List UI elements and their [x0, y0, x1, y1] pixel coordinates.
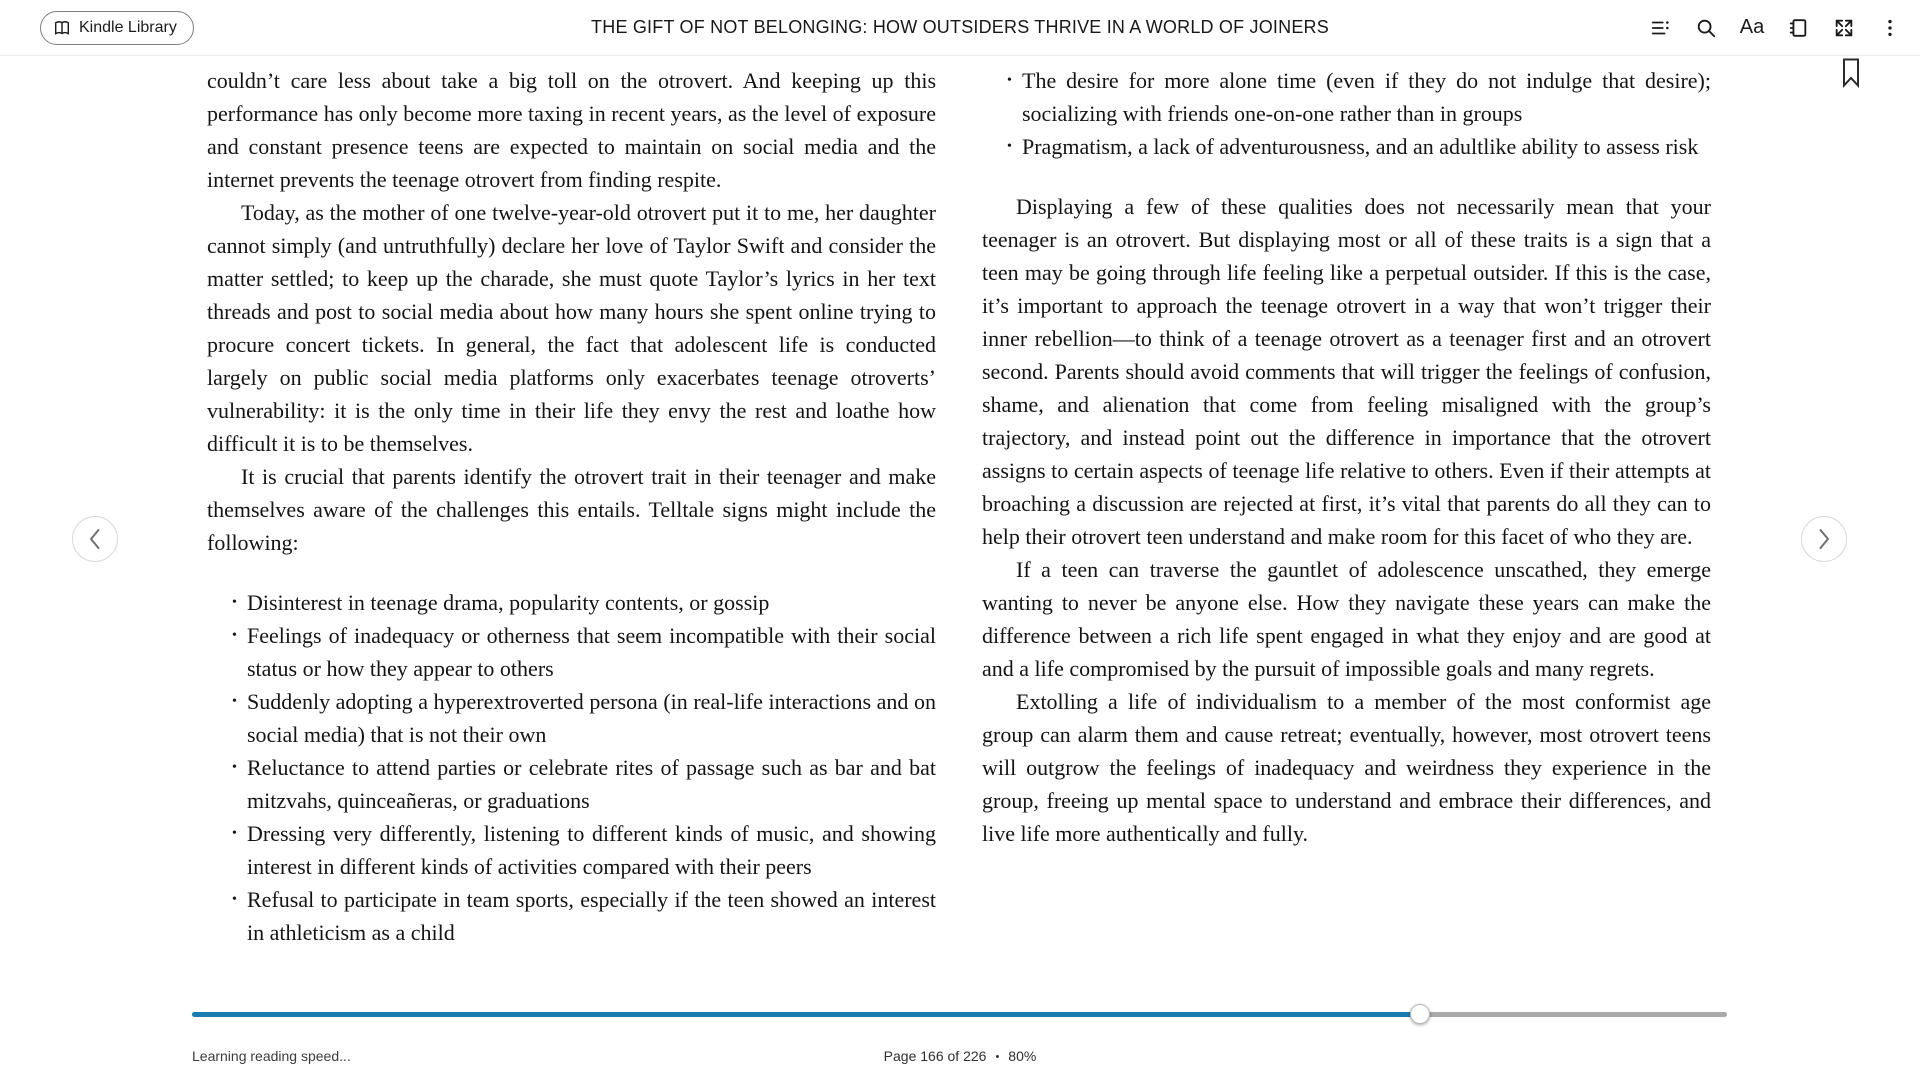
bullet-item: • The desire for more alone time (even if they do not indulge that desire); socializing with friends one-on-one rather than in groups [1022, 64, 1711, 130]
paragraph: If a teen can traverse the gauntlet of adolescence unscathed, they emerge wanting to never be anyone else. How they navigate these years can make the difference between a rich life spent engaged in what they enjoy and are good at and a life compromised by the pursuit of impossible goals and many regrets. [982, 557, 1711, 681]
bullet-item: • Reluctance to attend parties or celebrate rites of passage such as bar and bat mitzvahs, quinceañeras, or graduations [247, 751, 936, 817]
paragraph: Extolling a life of individualism to a member of the most conformist age group can alarm them and cause retreat; eventually, however, most otrovert teens will outgrow the feelings of inadequacy and weirdness they experience in the group, freeing up mental space to understand and embrace their differences, and live life more authentically and fully. [982, 689, 1711, 846]
page-info [0, 1048, 1920, 1064]
chevron-right-icon [1818, 528, 1830, 550]
percent-label: 80% [1008, 1048, 1037, 1064]
page-number-label: Page 166 of 226 [883, 1048, 987, 1064]
left-column-bullet-list [207, 586, 936, 949]
kindle-library-label: Kindle Library [79, 18, 177, 36]
separator-dot: • [995, 1051, 1000, 1063]
overflow-menu-icon[interactable] [1878, 16, 1902, 40]
bullet-item: • Pragmatism, a lack of adventurousness, and an adultlike ability to assess risk [1022, 130, 1711, 163]
fullscreen-icon[interactable] [1832, 16, 1856, 40]
paragraph: Displaying a few of these qualities does not necessarily mean that your teenager is an otrovert. But displaying most or all of these traits is a sign that a teen may be going through life feeling like a perpetual outsider. If this is the case, it’s important to approach the teenage otrovert in a way that won’t trigger their inner rebellion—to think of a teenage otrovert as a teenager first and an otrovert second. Parents should avoid comments that will trigger the feelings of confusion, shame, and alienation that come from feeling misaligned with the group’s trajectory, and instead point out the difference in importance that the otrovert assigns to certain aspects of teenage life relative to others. Even if their attempts at broaching a discussion are rejected at first, it’s vital that parents do all they can to help their otrovert teen understand and make room for this facet of who they are. [982, 194, 1711, 549]
left-page-column [207, 64, 936, 949]
left-column-paragraphs [207, 64, 936, 559]
progress-fill [192, 1012, 1420, 1017]
chevron-left-icon [89, 528, 101, 550]
right-column-paragraphs [982, 190, 1711, 850]
bullet-item: • Suddenly adopting a hyperextroverted persona (in real-life interactions and on social media) that is not their own [247, 685, 936, 751]
bullet-item: • Dressing very differently, listening to different kinds of music, and showing interest in different kinds of activities compared with their peers [247, 817, 936, 883]
reading-area [207, 64, 1712, 949]
bookmark-icon[interactable] [1841, 58, 1861, 88]
right-column-bullet-list [982, 64, 1711, 163]
next-page-button[interactable] [1801, 516, 1847, 562]
typography-label: Aa [1739, 16, 1765, 38]
toc-icon[interactable] [1648, 16, 1672, 40]
notebook-icon[interactable] [1786, 16, 1810, 40]
top-bar [0, 0, 1920, 56]
bullet-item: • Disinterest in teenage drama, popularity contents, or gossip [247, 586, 936, 619]
book-title: THE GIFT OF NOT BELONGING: HOW OUTSIDERS THRIVE IN A WORLD OF JOINERS [591, 17, 1329, 37]
paragraph: Today, as the mother of one twelve-year-old otrovert put it to me, her daughter cannot simply (and untruthfully) declare her love of Taylor Swift and consider the matter settled; to keep up the charade, she must quote Taylor’s lyrics in her text threads and post to social media about how many hours she spent online trying to procure concert tickets. In general, the fact that adolescent life is conducted largely on public social media platforms only exacerbates teenage otroverts’ vulnerability: it is the only time in their life they envy the rest and loathe how difficult it is to be themselves. [207, 200, 936, 456]
paragraph: It is crucial that parents identify the otrovert trait in their teenager and make themselves aware of the challenges this entails. Telltale signs might include the following: [207, 464, 936, 555]
right-page-column [982, 64, 1711, 949]
bullet-item: • Feelings of inadequacy or otherness that seem incompatible with their social status or how they appear to others [247, 619, 936, 685]
paragraph: couldn’t care less about take a big toll on the otrovert. And keeping up this performance has only become more taxing in recent years, as the level of exposure and constant presence teens are expected to maintain on social media and the internet prevents the teenage otrovert from finding respite. [207, 68, 936, 192]
kindle-library-button[interactable] [40, 11, 194, 45]
header-actions [1648, 16, 1920, 40]
reading-speed-status: Learning reading speed... [192, 1048, 351, 1064]
reading-progress-slider[interactable] [192, 1012, 1727, 1017]
progress-knob[interactable] [1410, 1004, 1430, 1024]
book-open-icon [53, 19, 71, 37]
previous-page-button[interactable] [72, 516, 118, 562]
typography-icon[interactable] [1740, 16, 1764, 40]
search-icon[interactable] [1694, 16, 1718, 40]
bullet-item: • Refusal to participate in team sports, especially if the teen showed an interest in athleticism as a child [247, 883, 936, 949]
